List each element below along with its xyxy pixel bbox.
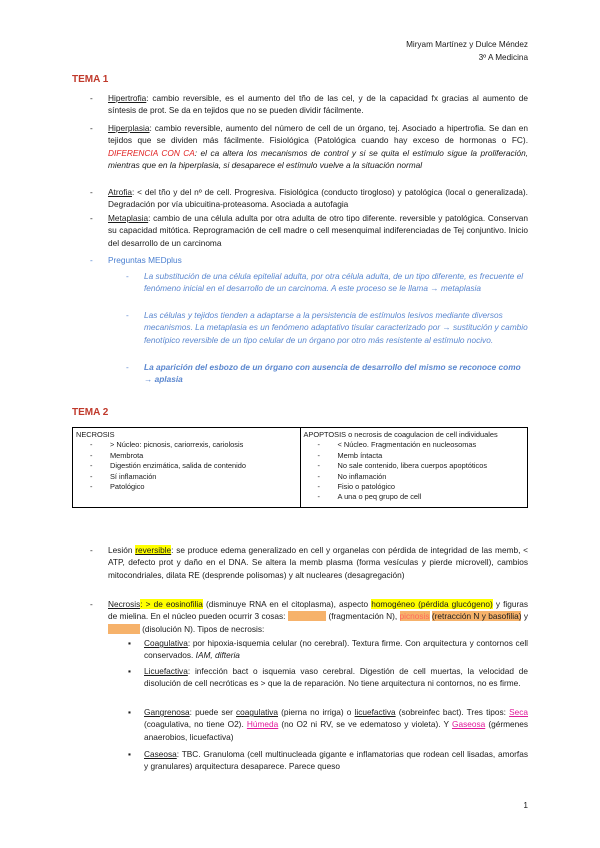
apoptosis-item: - < Núcleo. Fragmentación en nucleosomas (317, 440, 477, 450)
question-3-text: La aparición del esbozo de un órgano con ausencia de desarrollo del mismo se reconoce como → aplasia (144, 362, 521, 385)
reversible-term: reversible (135, 545, 172, 555)
preguntas-title: Preguntas MEDplus (108, 255, 182, 265)
question-2: - Las células y tejidos tienden a adaptarse a la persistencia de estímulos lesivos mediante diversos mecanismos. La metaplasia es un fenómeno adaptativo tisular caracterizado por → sustitución y cambio fenotípico reversible de un tipo celular de un órgano por otro más resistente al estímulo nocivo. (126, 310, 528, 345)
necrosis-type-coagulativa: ▪ Coagulativa: por hipoxia-isquemia celular (no cerebral). Textura firme. Con arquitectura y contornos cell conservados. IAM, difteria (128, 638, 528, 661)
atrofia-item: - Atrofia: < del tño y del nº de cell. Progresiva. Fisiológica (conducto tirogloso) y patológica (local o generalizada). Degradación por vía ubicuitina-proteasoma. Asociada a autofagia (90, 187, 528, 210)
necrosis-item: - Membrota (90, 450, 144, 460)
apoptosis-heading: APOPTOSIS o necrosis de coagulacion de cell individuales (303, 430, 498, 439)
cariorrexis-highlight: cariorrexis (287, 611, 327, 622)
question-2-text: Las células y tejidos tienden a adaptarse a la persistencia de estímulos lesivos mediante diversos mecanismos. La metaplasia es un fenómeno adaptativo tisular caracterizado por → sustitución y cambio fenotípico reversible de un tipo celular de un órgano por otro más resistente al estímulo nocivo. (144, 310, 528, 345)
tema2-title: TEMA 2 (72, 407, 109, 418)
header-course: 3º A Medicina (478, 53, 528, 62)
header-authors: Miryam Martínez y Dulce Méndez (406, 40, 528, 49)
necrosis-heading: NECROSIS (76, 430, 115, 439)
apoptosis-item: - No sale contenido, libera cuerpos apoptóticos (317, 461, 488, 471)
hipertrofia-text: : cambio reversible, es el aumento del tño de las cel, y de la capacidad fx gracias al aumento de síntesis de prot. Se da en tejidos que no se pueden dividir fácilmente. (108, 93, 528, 116)
necrosis-item: - Sí inflamación (90, 471, 157, 481)
metaplasia-term: Metaplasia (108, 213, 149, 223)
apoptosis-item: - No inflamación (317, 471, 387, 481)
cariolisis-highlight: cariolisis (108, 623, 140, 634)
atrofia-text: : < del tño y del nº de cell. Progresiva. Fisiológica (conducto tirogloso) y patológica (local o generalizada). Degradación por vía ubicuitina-proteasoma. Asociada a autofagia (108, 187, 528, 210)
lesion-text: se produce edema generalizado en cell y organelas con pérdida de integridad de las memb, < ATP, defecto prot y daño en el DNA. Se altera la memb plasma (forma vesículas y pierde microvell), cambios mitocondriales, dilata RE (desprende polisomas) y alt nucleares (desagregación) (108, 545, 528, 580)
necrosis-term: Necrosis (108, 599, 141, 609)
necrosis-item-paragraph: - Necrosis: > de eosinofilia (disminuye RNA en el citoplasma), aspecto homogéneo (pérdida glucógeno) y figuras de mielina. En el núcleo pueden ocurrir 3 cosas: cariorrexis (fragmentación N), picnosis (retracción N y basofilia) y cariolisis (disolución N). Tipos de necrosis: (90, 599, 528, 634)
page-number: 1 (523, 800, 528, 810)
necrosis-type-gangrenosa: ▪ Gangrenosa: puede ser coagulativa (pierna no irriga) o licuefactiva (sobreinfec bact). Tres tipos: Seca (coagulativa, no tiene O2). Húmeda (no O2 ni RV, se ve edematoso y violeta). Y Gaseosa (gérmenes anaerobios, licuefactiva) (128, 707, 528, 742)
picnosis-highlight: picnosis (399, 611, 430, 622)
necrosis-type-caseosa: ▪ Caseosa: TBC. Granuloma (cell multinucleada gigante e inflamatorias que rodean cell lisadas, amorfas y granulares) arquitectura desaparece. Parece queso (128, 749, 528, 772)
hipertrofia-item: - Hipertrofia: cambio reversible, es el aumento del tño de las cel, y de la capacidad fx gracias al aumento de síntesis de prot. Se da en tejidos que no se pueden dividir fácilmente. (90, 93, 528, 116)
necrosis-item: - > Núcleo: picnosis, cariorrexis, cariolosis (90, 440, 244, 450)
necrosis-apoptosis-table (72, 427, 528, 508)
apoptosis-item: - A una o peq grupo de cell (317, 492, 422, 502)
diferencia-text: : el ca altera los mecanismos de control y si se quita el estímulo sigue la proliferación, mientras que en la hiperplasia, si desaparece el estímulo vuelve a la situación normal (108, 147, 528, 171)
necrosis-cell (73, 428, 301, 508)
question-3: - La aparición del esbozo de un órgano con ausencia de desarrollo del mismo se reconoce como → aplasia (126, 362, 521, 385)
lesion-reversible-item: - Lesión reversible: se produce edema generalizado en cell y organelas con pérdida de integridad de las memb, < ATP, defecto prot y daño en el DNA. Se altera la memb plasma (forma vesículas y pierde microvell), cambios mitocondriales, dilata RE (desprende polisomas) y alt nucleares (desagregación) (90, 545, 528, 580)
hiperplasia-item: - Hiperplasia: cambio reversible, aumento del número de cell de un órgano, tej. Asociado a hipertrofia. Se dan en tejidos que se dividen más fácilmente. Fisiológica (Patológica cuando hay exceso de hormonas o FC). DIFERENCIA CON CA: el ca altera los mecanismos de control y si se quita el estímulo sigue la proliferación, mientras que en la hiperplasia, si desaparece el estímulo vuelve a la situación normal (90, 123, 528, 171)
diferencia-con-ca: DIFERENCIA CON CA (108, 147, 195, 158)
hipertrofia-term: Hipertrofia (108, 93, 147, 103)
preguntas-medplus: - Preguntas MEDplus (90, 255, 182, 265)
metaplasia-text: : cambio de una célula adulta por otra adulta de otro tipo diferente. reversible y patológica. Conservan su capacidad mitótica. Reprogramación de cell madre o cell mesenquimal indiferenciadas de Tej conjuntivo. Inicio del desarrollo de un carcinoma (108, 213, 528, 248)
necrosis-type-licuefactiva: ▪ Licuefactiva: infección bact o isquemia vaso cerebral. Digestión de cell muertas, la velocidad de disolución de cell necróticas es > que la de reparación. No tiene arquitectura ni contornos, no es firme. (128, 666, 528, 689)
necrosis-item: - Patológico (90, 482, 145, 492)
hiperplasia-term: Hiperplasia (108, 123, 150, 133)
question-1: - La substitución de una célula epitelial adulta, por otra célula adulta, de un tipo diferente, es frecuente el fenómeno inicial en el desarrollo de un carcinoma. A este proceso se le llama → metaplasia (126, 271, 524, 294)
tema1-title: TEMA 1 (72, 74, 109, 85)
question-1-text: La substitución de una célula epitelial adulta, por otra célula adulta, de un tipo diferente, es frecuente el fenómeno inicial en el desarrollo de un carcinoma. A este proceso se le llama → metaplasia (144, 271, 524, 294)
apoptosis-item: - Fisio o patológico (317, 482, 396, 492)
atrofia-term: Atrofia (108, 187, 132, 197)
necrosis-item: - Digestión enzimática, salida de contenido (90, 461, 246, 471)
apoptosis-cell (300, 428, 528, 508)
hiperplasia-text: : cambio reversible, aumento del número de cell de un órgano, tej. Asociado a hipertrofia. Se dan en tejidos que se dividen más fácilmente. Fisiológica (Patológica cuando hay exceso de hormonas o FC). (108, 123, 528, 146)
metaplasia-item: - Metaplasia: cambio de una célula adulta por otra adulta de otro tipo diferente. reversible y patológica. Conservan su capacidad mitótica. Reprogramación de cell madre o cell mesenquimal indiferenciadas de Tej conjuntivo. Inicio del desarrollo de un carcinoma (90, 213, 528, 248)
apoptosis-item: - Memb íntacta (317, 450, 383, 460)
